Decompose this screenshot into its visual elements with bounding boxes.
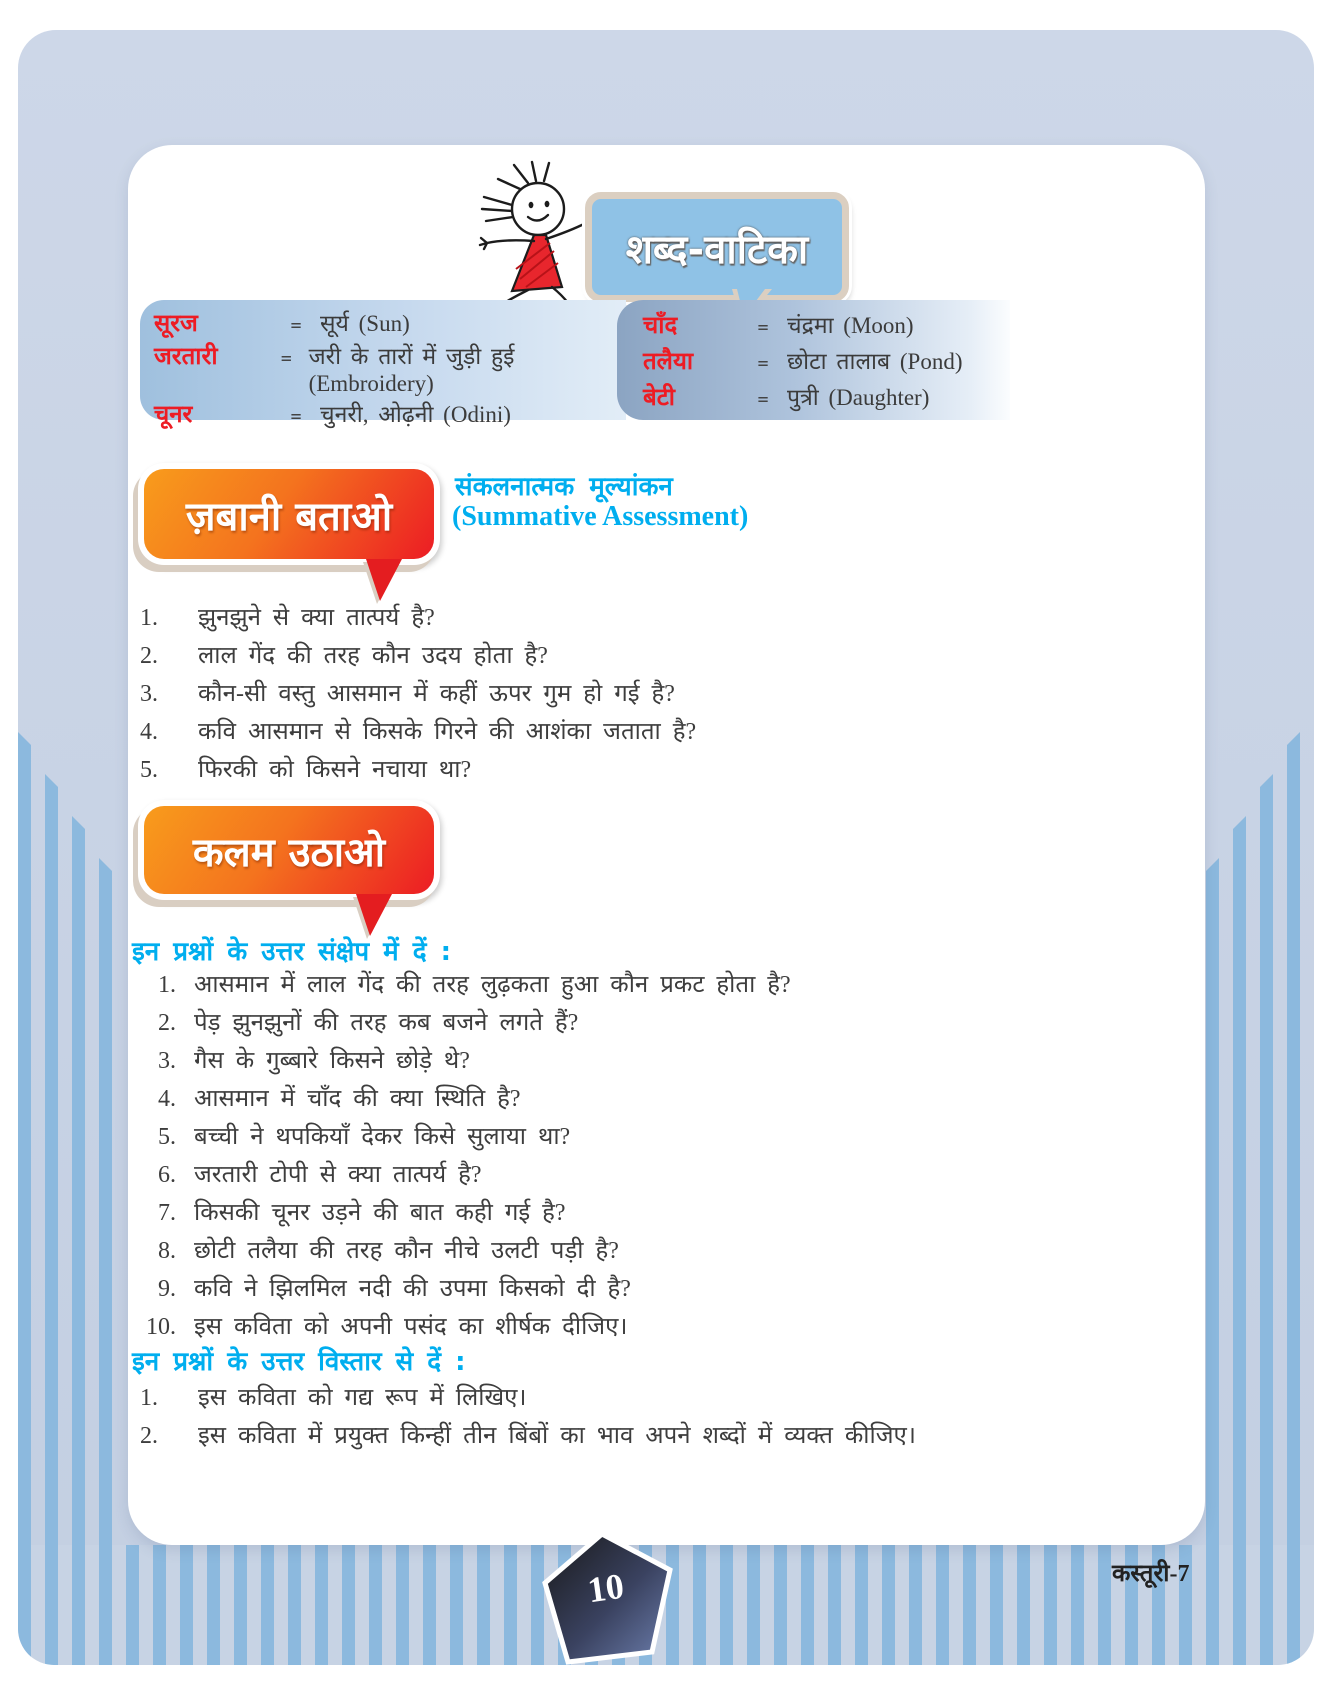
question-text: जरतारी टोपी से क्या तात्पर्य है?: [194, 1162, 482, 1188]
question-row: [136, 1271, 1196, 1309]
vocab-term: बेटी: [643, 384, 676, 411]
oral-section-bubble-tail: [366, 559, 402, 601]
vocab-term: चाँद: [643, 312, 678, 339]
question-text: आसमान में लाल गेंद की तरह लुढ़कता हुआ कौन प्रकट होता है?: [194, 972, 791, 998]
assessment-subtitle-english: (Summative Assessment): [452, 501, 749, 532]
question-text: इस कविता को गद्य रूप में लिखिए।: [198, 1385, 527, 1411]
equals-sign: =: [290, 406, 302, 427]
question-row: [136, 1119, 1196, 1157]
written-section-bubble-tail: [356, 894, 392, 936]
oral-section-bubble: [138, 463, 440, 565]
content-card: [128, 145, 1205, 1545]
question-number: 1.: [140, 1385, 158, 1411]
vocab-meaning: चुनरी, ओढ़नी (Odini): [320, 402, 511, 427]
long-question-list: [140, 1380, 1200, 1456]
decor-stripe: [45, 774, 58, 1545]
question-row: [140, 752, 1190, 790]
vocab-row: [617, 308, 1010, 341]
vocab-meaning: छोटा तालाब (Pond): [787, 348, 963, 374]
vocab-row: [140, 339, 626, 397]
question-text: किसकी चूनर उड़ने की बात कही गई है?: [194, 1200, 566, 1226]
decor-stripe: [99, 858, 112, 1545]
equals-sign: =: [280, 348, 292, 369]
page-number: 10: [585, 1565, 627, 1611]
vocab-panel-right: [617, 300, 1010, 420]
question-text: इस कविता में प्रयुक्त किन्हीं तीन बिंबों का भाव अपने शब्दों में व्यक्त कीजिए।: [198, 1423, 916, 1449]
oral-section-label: ज़बानी बताओ: [185, 493, 393, 540]
vocab-term: तलैया: [643, 348, 694, 375]
equals-sign: =: [757, 316, 769, 338]
decor-stripe: [1287, 732, 1300, 1545]
question-number: 7.: [158, 1200, 176, 1226]
question-number: 9.: [158, 1276, 176, 1302]
oral-section-bubble-face: [144, 469, 434, 559]
page-number-pentagon: [540, 1528, 680, 1668]
question-row: [136, 1005, 1196, 1043]
oral-question-list: [140, 600, 1190, 790]
vocab-meaning: सूर्य (Sun): [320, 311, 410, 336]
question-number: 2.: [140, 643, 158, 669]
short-answer-heading: इन प्रश्नों के उत्तर संक्षेप में दें :: [132, 937, 452, 967]
question-text: इस कविता को अपनी पसंद का शीर्षक दीजिए।: [194, 1314, 628, 1340]
question-text: कवि आसमान से किसके गिरने की आशंका जताता है?: [198, 719, 697, 745]
short-question-list: [136, 967, 1196, 1347]
word-garden-bubble: [585, 192, 849, 302]
question-text: छोटी तलैया की तरह कौन नीचे उलटी पड़ी है?: [194, 1238, 619, 1264]
question-number: 10.: [146, 1314, 176, 1340]
question-text: आसमान में चाँद की क्या स्थिति है?: [194, 1086, 521, 1112]
vocab-term: चूनर: [154, 402, 193, 428]
question-number: 3.: [140, 681, 158, 707]
vocab-term: सूरज: [154, 311, 198, 337]
vocab-row: [617, 344, 1010, 377]
question-number: 6.: [158, 1162, 176, 1188]
question-row: [140, 1418, 1200, 1456]
question-text: फिरकी को किसने नचाया था?: [198, 757, 472, 783]
question-row: [140, 1380, 1200, 1418]
question-row: [140, 714, 1190, 752]
question-text: लाल गेंद की तरह कौन उदय होता है?: [198, 643, 548, 669]
equals-sign: =: [757, 388, 769, 410]
question-text: कौन-सी वस्तु आसमान में कहीं ऊपर गुम हो गई है?: [198, 681, 675, 707]
question-number: 5.: [140, 757, 158, 783]
question-number: 1.: [140, 605, 158, 631]
book-title: कस्तूरी-7: [1112, 1561, 1190, 1587]
question-row: [136, 1043, 1196, 1081]
written-section-bubble-face: [144, 806, 434, 894]
question-row: [140, 676, 1190, 714]
vocab-row: [140, 306, 626, 339]
vocab-row: [617, 380, 1010, 413]
equals-sign: =: [757, 352, 769, 374]
decor-stripe: [1206, 858, 1219, 1545]
question-row: [136, 967, 1196, 1005]
question-row: [136, 1195, 1196, 1233]
vocab-meaning: चंद्रमा (Moon): [787, 312, 914, 338]
written-section-bubble: [138, 800, 440, 900]
question-number: 8.: [158, 1238, 176, 1264]
written-section-label: कलम उठाओ: [192, 829, 386, 876]
decor-stripe: [1260, 774, 1273, 1545]
question-text: बच्ची ने थपकियाँ देकर किसे सुलाया था?: [194, 1124, 571, 1150]
vocab-meaning: जरी के तारों में जुड़ी हुई (Embroidery): [308, 344, 515, 396]
question-number: 1.: [158, 972, 176, 998]
question-number: 4.: [140, 719, 158, 745]
question-row: [136, 1233, 1196, 1271]
question-text: कवि ने झिलमिल नदी की उपमा किसको दी है?: [194, 1276, 631, 1302]
question-number: 3.: [158, 1048, 176, 1074]
question-number: 2.: [140, 1423, 158, 1449]
question-text: पेड़ झुनझुनों की तरह कब बजने लगते हैं?: [194, 1010, 579, 1036]
vocab-term: जरतारी: [154, 344, 218, 370]
equals-sign: =: [290, 315, 302, 336]
question-row: [136, 1081, 1196, 1119]
question-number: 5.: [158, 1124, 176, 1150]
question-row: [140, 638, 1190, 676]
question-text: झुनझुने से क्या तात्पर्य है?: [198, 605, 435, 631]
vocab-meaning: पुत्री (Daughter): [787, 384, 930, 410]
decor-stripe: [1233, 816, 1246, 1545]
assessment-subtitle-hindi: संकलनात्मक मूल्यांकन: [455, 472, 673, 502]
decor-stripe: [18, 732, 31, 1545]
question-number: 2.: [158, 1010, 176, 1036]
word-garden-title: शब्द-वाटिका: [625, 226, 809, 273]
vocab-panel-left: [140, 300, 626, 428]
vocab-row: [140, 397, 626, 430]
question-row: [140, 600, 1190, 638]
vocab-table: [140, 300, 1010, 428]
question-row: [136, 1157, 1196, 1195]
question-number: 4.: [158, 1086, 176, 1112]
long-answer-heading: इन प्रश्नों के उत्तर विस्तार से दें :: [132, 1347, 466, 1377]
question-text: गैस के गुब्बारे किसने छोड़े थे?: [194, 1048, 470, 1074]
decor-stripe: [72, 816, 85, 1545]
